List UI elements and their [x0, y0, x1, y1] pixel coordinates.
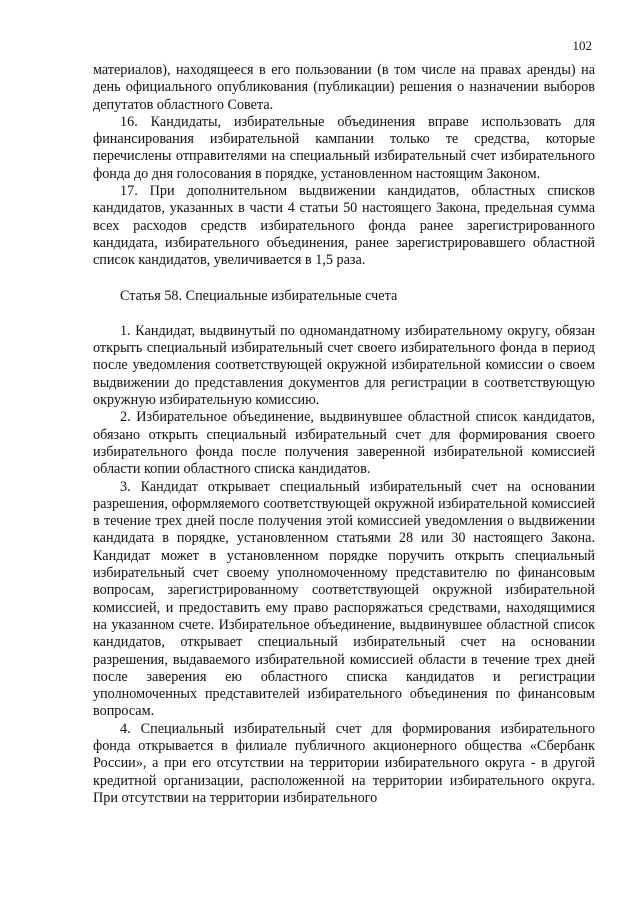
article-heading: Статья 58. Специальные избирательные счета	[120, 287, 398, 304]
article-item-3: 3. Кандидат открывает специальный избирательный счет на основании разрешения, оформляемого соответствующей окружной избирательной комиссией в течение трех дней после получения этой комиссией уведомления о выдвижении кандидата в порядке, установленном статьями 28 или 30 настоящего Закона. Кандидат может в установленном порядке поручить открыть специальный избирательный счет своему уполномоченному представителю по финансовым вопросам, зарегистрированному соответствующей окружной избирательной комиссией, и предоставить ему право распоряжаться средствами, находящимися на указанном счете. Избирательное объединение, выдвинувшее областной список кандидатов, открывает специальный избирательный счет на основании разрешения, выдаваемого избирательной комиссией области в течение трех дней после заверения ею областного списка кандидатов и регистрации уполномоченных представителей избирательного объединения по финансовым вопросам.	[93, 478, 595, 720]
page-number: 102	[572, 38, 592, 53]
article-item-1: 1. Кандидат, выдвинутый по одномандатному избирательному округу, обязан открыть специальный избирательный счет своего избирательного фонда в период после уведомления соответствующей окружной избирательной комиссии о своем выдвижении до представления документов для регистрации в соответствующую окружную избирательную комиссию.	[93, 322, 595, 409]
article-item-2: 2. Избирательное объединение, выдвинувшее областной список кандидатов, обязано открыть специальный избирательный счет для формирования своего избирательного фонда после получения заверенной избирательной комиссией области копии областного списка кандидатов.	[93, 409, 595, 478]
document-body	[93, 62, 595, 807]
paragraph-continuation: материалов), находящееся в его пользовании (в том числе на правах аренды) на день официального опубликования (публикации) решения о назначении выборов депутатов областного Совета.	[93, 62, 595, 113]
article-item-4: 4. Специальный избирательный счет для формирования избирательного фонда открывается в филиале публичного акционерного общества «Сбербанк России», а при его отсутствии на территории избирательного округа - в другой кредитной организации, расположенной на территории избирательного округа. При отсутствии на территории избирательного	[93, 720, 595, 806]
paragraph-16: 16. Кандидаты, избирательные объединения вправе использовать для финансирования избирательной кампании только те средства, которые перечислены отправителями на специальный избирательный счет избирательного фонда до дня голосования в порядке, установленном настоящим Законом.	[93, 113, 595, 182]
paragraph-17: 17. При дополнительном выдвижении кандидатов, областных списков кандидатов, указанных в части 4 статьи 50 настоящего Закона, предельная сумма всех расходов средств избирательного фонда ранее зарегистрированного кандидата, избирательного объединения, ранее зарегистрировавшего областной список кандидатов, увеличивается в 1,5 раза.	[93, 183, 595, 269]
